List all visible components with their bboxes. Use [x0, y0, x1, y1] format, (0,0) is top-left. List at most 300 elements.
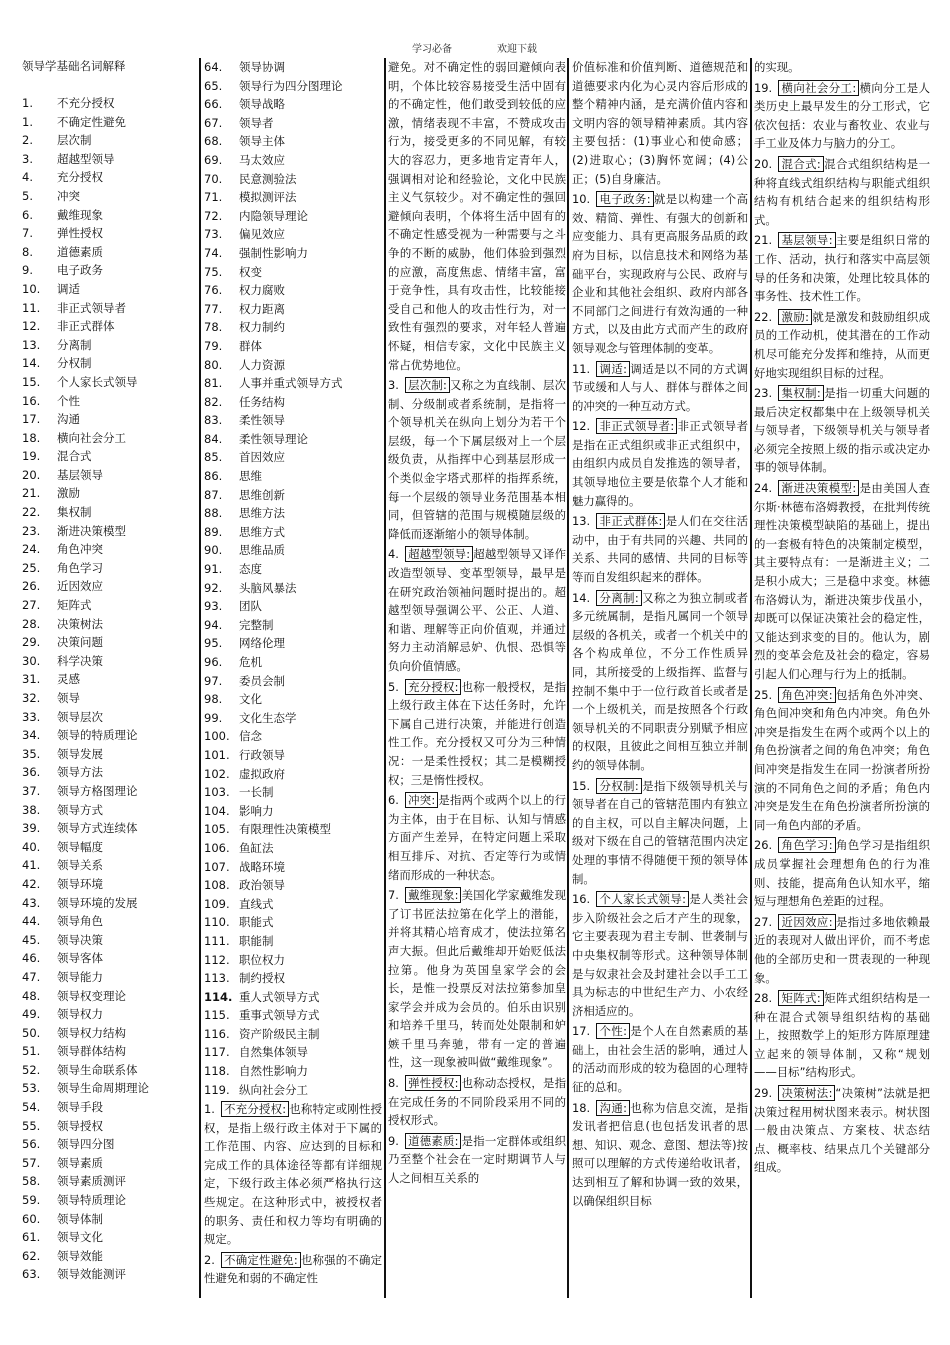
- definition-number: 28.: [754, 991, 773, 1006]
- definition-paragraph: [572, 1099, 748, 1211]
- term-label: 决策树法: [57, 616, 103, 631]
- term-label: 领导环境: [57, 876, 103, 891]
- definition-paragraph: [388, 678, 566, 790]
- term-list-item: [22, 466, 197, 485]
- term-number: 22.: [22, 505, 41, 520]
- definition-term: 近因效应:: [778, 914, 835, 930]
- term-label: 角色学习: [57, 560, 103, 575]
- definition-term: 层次制:: [405, 377, 450, 393]
- term-label: 近因效应: [57, 579, 103, 594]
- definition-text: 是指一切重大问题的最后决定权都集中在上级领导机关与领导者，下级领导机关与领导者必须完全按照上级的指示或决定办事的领导体制。: [754, 386, 930, 475]
- definition-term: 矩阵式:: [778, 990, 824, 1006]
- term-list-item: [204, 337, 384, 356]
- term-label: 制约授权: [239, 971, 285, 986]
- definition-text: 非正式领导者是指在正式组织或非正式组织中，由组织内成员自发推选的领导者，其领导地位主要是依靠个人才能和魅力赢得的。: [572, 419, 748, 508]
- term-label: 领导群体结构: [57, 1044, 126, 1059]
- term-number: 93.: [204, 599, 223, 614]
- term-list-item: [204, 188, 384, 207]
- term-number: 97.: [204, 673, 223, 688]
- term-label: 基层领导: [57, 467, 103, 482]
- term-number: 108.: [204, 878, 230, 893]
- term-number: 110.: [204, 915, 230, 930]
- term-label: 权力制约: [239, 320, 285, 335]
- term-list-item: [204, 356, 384, 375]
- definition-number: 11.: [572, 361, 591, 376]
- term-number: 59.: [22, 1193, 41, 1208]
- term-number: 55.: [22, 1118, 41, 1133]
- term-label: 领导的特质理论: [57, 728, 138, 743]
- term-number: 119.: [204, 1082, 230, 1097]
- term-number: 1.: [22, 96, 33, 110]
- term-number: 61.: [22, 1230, 41, 1245]
- term-list-item: [22, 243, 197, 262]
- term-label: 领导方法: [57, 765, 103, 780]
- definition-paragraph: [572, 58, 748, 188]
- term-number: 112.: [204, 952, 230, 967]
- term-number: 40.: [22, 839, 41, 854]
- term-list-item: [22, 131, 197, 150]
- term-number: 90.: [204, 543, 223, 558]
- term-list-item: [22, 559, 197, 578]
- term-list-item: [204, 281, 384, 300]
- term-list-item: [204, 225, 384, 244]
- term-label: 思维创新: [239, 487, 285, 502]
- term-label: 马太效应: [239, 152, 285, 167]
- term-number: 78.: [204, 320, 223, 335]
- term-list-item: [22, 1228, 197, 1247]
- term-label: 科学决策: [57, 653, 103, 668]
- term-label: 角色冲突: [57, 542, 103, 557]
- term-number: 107.: [204, 859, 230, 874]
- definition-paragraph: [754, 479, 930, 684]
- definition-number: 22.: [754, 309, 773, 324]
- term-list-item: [22, 875, 197, 894]
- definition-paragraph: [754, 384, 930, 477]
- term-list-item: [22, 838, 197, 857]
- term-label: 矩阵式: [57, 598, 92, 613]
- definition-text: 横向分工是人类历史上最早发生的分工形式，它依次包括：农业与畜牧业、农业与手工业及体力与脑力的分工。: [754, 80, 930, 151]
- term-number: 68.: [204, 134, 223, 149]
- definition-number: 2.: [204, 1252, 215, 1267]
- definition-paragraph: [572, 589, 748, 775]
- definition-text: 又称之为直线制、层次制、分级制或者系统制，是指将一个领导机关在纵向上划分为若干个层级，每一个下属层级对上一个层级负责，从指挥中心到基层形成一个类似金字塔式那样的指挥系统，每一个层级的领导业务范围基本相同，但管辖的范围与规模随层级的降低而逐渐缩小的领导体制。: [388, 378, 566, 541]
- definition-paragraph: [754, 231, 930, 305]
- term-label: 戴维现象: [57, 207, 103, 222]
- term-list-item: [22, 596, 197, 615]
- term-label: 柔性领导理论: [239, 431, 308, 446]
- term-label: 虚拟政府: [239, 766, 285, 781]
- term-list-item: [22, 745, 197, 764]
- term-label: 思维品质: [239, 543, 285, 558]
- term-number: 66.: [204, 97, 223, 112]
- term-number: 71.: [204, 190, 223, 205]
- term-list-item: [204, 374, 384, 393]
- term-label: 职位权力: [239, 952, 285, 967]
- term-label: 层次制: [57, 133, 92, 148]
- term-number: 49.: [22, 1007, 41, 1022]
- term-label: 不充分授权: [57, 96, 115, 110]
- term-number: 77.: [204, 301, 223, 316]
- term-label: 重事式领导方式: [239, 1008, 320, 1023]
- term-list-item: [204, 672, 384, 691]
- definition-number: 6.: [388, 793, 399, 808]
- term-number: 17.: [22, 412, 41, 427]
- term-list-item: [204, 300, 384, 319]
- term-number: 30.: [22, 653, 41, 668]
- term-number: 69.: [204, 152, 223, 167]
- term-number: 84.: [204, 431, 223, 446]
- term-label: 战略环境: [239, 859, 285, 874]
- term-label: 强制性影响力: [239, 245, 308, 260]
- term-list-column-1: [22, 94, 197, 1284]
- term-label: 领导决策: [57, 932, 103, 947]
- definitions-column-2: [204, 1100, 382, 1290]
- term-list-item: [204, 448, 384, 467]
- definition-text: 美国化学家戴维发现了订书匠法拉第在化学上的潜能，并将其精心培育成才，使法拉第名声大振。但此后戴维却开始贬低法拉第。他身为英国皇家学会的会长，是惟一投票反对法拉第参加皇家学会并成为会员的。伯乐由识别和培养千里马，转而处处限制和妒嫉千里马奔驰，带有一定的普遍性，这一现象被叫做“戴维现象”。: [388, 888, 566, 1070]
- term-label: 领导权变理论: [57, 988, 126, 1003]
- definition-paragraph: [388, 886, 566, 1072]
- definition-term: 非正式群体:: [596, 513, 665, 529]
- term-label: 思维方法: [239, 506, 285, 521]
- term-label: 领导角色: [57, 914, 103, 929]
- term-list-item: [204, 114, 384, 133]
- term-list-item: [22, 540, 197, 559]
- term-label: 偏见效应: [239, 227, 285, 242]
- definition-number: 8.: [388, 1076, 399, 1091]
- definition-text: 是指过多地依赖最近的表现对人做出评价，而不考虑他的全部历史和一贯表现的一种现象。: [754, 914, 930, 985]
- definition-number: 18.: [572, 1100, 591, 1115]
- term-number: 14.: [22, 356, 41, 371]
- term-list-column-2: [204, 58, 384, 1099]
- term-list-item: [204, 876, 384, 895]
- term-label: 权力距离: [239, 301, 285, 316]
- term-list-item: [204, 504, 384, 523]
- term-number: 94.: [204, 617, 223, 632]
- definition-text: 是指下级领导机关与领导者在自己的管辖范围内有独立的自主权，可以自主解决问题，上级对下级在自己的管辖范围内决定处理的事情不得随便干预的领导体制。: [572, 778, 748, 886]
- term-label: 文化: [239, 692, 262, 707]
- term-list-item: [204, 151, 384, 170]
- definition-paragraph: [204, 1251, 382, 1288]
- term-number: 29.: [22, 635, 41, 650]
- term-number: 46.: [22, 951, 41, 966]
- term-number: 101.: [204, 747, 230, 762]
- term-number: 10.: [22, 281, 41, 296]
- term-label: 领导体制: [57, 1211, 103, 1226]
- term-number: 67.: [204, 115, 223, 130]
- definition-paragraph: [388, 545, 566, 675]
- term-number: 117.: [204, 1045, 230, 1060]
- term-number: 62.: [22, 1248, 41, 1263]
- term-list-item: [22, 987, 197, 1006]
- term-label: 直线式: [239, 896, 274, 911]
- term-list-item: [204, 765, 384, 784]
- term-number: 75.: [204, 264, 223, 279]
- term-list-item: [22, 206, 197, 225]
- term-list-item: [204, 653, 384, 672]
- term-number: 115.: [204, 1008, 230, 1023]
- term-list-item: [204, 1062, 384, 1081]
- term-number: 42.: [22, 876, 41, 891]
- term-list-item: [22, 187, 197, 206]
- term-label: 权力腐败: [239, 283, 285, 298]
- term-number: 83.: [204, 413, 223, 428]
- term-label: 领导战略: [239, 97, 285, 112]
- term-label: 权变: [239, 264, 262, 279]
- term-list-item: [22, 113, 197, 132]
- term-list-item: [22, 1265, 197, 1284]
- term-list-item: [204, 579, 384, 598]
- term-number: 87.: [204, 487, 223, 502]
- term-label: 横向社会分工: [57, 430, 126, 445]
- term-list-item: [22, 429, 197, 448]
- term-list-item: [22, 968, 197, 987]
- term-number: 6.: [22, 207, 33, 222]
- definition-term: 角色学习:: [778, 837, 835, 853]
- term-label: 沟通: [57, 412, 80, 427]
- term-list-item: [22, 503, 197, 522]
- term-label: 民意测验法: [239, 171, 297, 186]
- term-list-item: [204, 727, 384, 746]
- term-list-item: [22, 484, 197, 503]
- term-number: 109.: [204, 896, 230, 911]
- term-label: 文化生态学: [239, 710, 297, 725]
- term-label: 自然集体领导: [239, 1045, 308, 1060]
- term-number: 85.: [204, 450, 223, 465]
- definition-term: 弹性授权:: [405, 1075, 462, 1091]
- term-number: 28.: [22, 616, 41, 631]
- definition-paragraph: [572, 417, 748, 510]
- term-label: 委员会制: [239, 673, 285, 688]
- term-number: 3.: [22, 151, 33, 166]
- definition-text: “决策树”法就是把决策过程用树状图来表示。树状图一般由决策点、方案枝、状态结点、概率枝、结果点几个关键部分组成。: [754, 1086, 930, 1175]
- definition-paragraph: [754, 989, 930, 1082]
- term-label: 领导素质测评: [57, 1174, 126, 1189]
- term-list-item: [204, 709, 384, 728]
- definition-term: 戴维现象:: [405, 887, 462, 903]
- term-label: 领导发展: [57, 746, 103, 761]
- term-list-item: [204, 132, 384, 151]
- term-number: 13.: [22, 337, 41, 352]
- term-list-item: [204, 170, 384, 189]
- term-label: 充分授权: [57, 170, 103, 185]
- definition-number: 10.: [572, 192, 591, 207]
- term-number: 65.: [204, 78, 223, 93]
- definition-number: 29.: [754, 1086, 773, 1101]
- term-list-item: [204, 58, 384, 77]
- definition-number: 19.: [754, 80, 773, 95]
- definitions-column-4: [572, 58, 748, 1298]
- term-label: 职能式: [239, 915, 274, 930]
- term-number: 35.: [22, 746, 41, 761]
- term-number: 106.: [204, 840, 230, 855]
- term-number: 111.: [204, 933, 230, 948]
- term-label: 渐进决策模型: [57, 523, 126, 538]
- definition-term: 电子政务:: [596, 191, 653, 207]
- definition-text: 就是激发和鼓励组织成员的工作动机，使其潜在的工作动机尽可能充分发挥和维持，从而更好地实现组织目标的过程。: [754, 309, 930, 380]
- definition-number: 21.: [754, 233, 773, 248]
- term-list-item: [204, 988, 384, 1007]
- term-number: 52.: [22, 1062, 41, 1077]
- term-list-item: [22, 670, 197, 689]
- term-number: 47.: [22, 969, 41, 984]
- term-number: 54.: [22, 1100, 41, 1115]
- term-list-item: [22, 894, 197, 913]
- definition-term: 个人家长式领导:: [596, 891, 689, 907]
- term-list-item: [22, 1024, 197, 1043]
- term-label: 冲突: [57, 188, 80, 203]
- definition-term: 决策树法:: [778, 1085, 835, 1101]
- term-label: 思维方式: [239, 524, 285, 539]
- definition-text: 主要是组织日常的工作、活动，执行和落实中高层领导的任务和决策，处理比较具体的事务性、技术性工作。: [754, 233, 930, 304]
- term-label: 一长制: [239, 785, 274, 800]
- definition-number: 26.: [754, 838, 773, 853]
- term-list-item: [204, 839, 384, 858]
- term-list-item: [204, 560, 384, 579]
- term-number: 9.: [22, 263, 33, 278]
- term-number: 26.: [22, 579, 41, 594]
- term-number: 16.: [22, 393, 41, 408]
- term-label: 自然性影响力: [239, 1064, 308, 1079]
- term-list-item: [22, 336, 197, 355]
- term-number: 2.: [22, 133, 33, 148]
- term-label: 职能制: [239, 933, 274, 948]
- term-label: 思维: [239, 469, 262, 484]
- term-number: 103.: [204, 785, 230, 800]
- definition-number: 13.: [572, 514, 591, 529]
- term-number: 60.: [22, 1211, 41, 1226]
- term-list-item: [204, 634, 384, 653]
- definition-paragraph: [754, 686, 930, 835]
- term-list-item: [22, 708, 197, 727]
- term-label: 决策问题: [57, 635, 103, 650]
- term-number: 50.: [22, 1025, 41, 1040]
- term-label: 领导层次: [57, 709, 103, 724]
- term-number: 95.: [204, 636, 223, 651]
- term-list-item: [22, 224, 197, 243]
- definition-paragraph: [754, 58, 930, 77]
- definition-text: 价值标准和价值判断、道德规范和道德要求内化为心灵内容后形成的整个精神内涵，是充满价值内容和文明内容的领导精神素质。其内容主要包括：(1)事业心和使命感；(2)进取心；(3)胸怀宽阔；(4)公正；(5)自身廉洁。: [572, 60, 748, 186]
- definition-text: 的实现。: [754, 60, 800, 74]
- term-label: 群体: [239, 338, 262, 353]
- term-label: 个性: [57, 393, 80, 408]
- definition-term: 角色冲突:: [778, 687, 835, 703]
- term-number: 7.: [22, 226, 33, 241]
- definition-text: 避免。对不确定性的弱回避倾向表明，个体比较容易接受生活中固有的不确定性，他们敢受到较低的应激，情绪表现不丰富，不赞成攻击行为，接受更多的不同见解，有较大的容忍力，更多地肯定青年人，强调相对论和经验论，文化中民族主义气氛较少。对不确定性的强回避倾向表明，个体将生活中固有的不确定性感受视为一种需要与之斗争的不断的威胁，他们体验到强烈的应激，高度焦虑、情绪丰富，富于竞争性，具有攻击性，比较能接受自己和他人的攻击性行为，对一致性有强烈的要求，对年轻人普遍怀疑，相信专家，文化中民族主义常占优势地位。: [388, 60, 566, 372]
- term-list-item: [22, 931, 197, 950]
- definition-term: 非正式领导者:: [596, 418, 677, 434]
- term-list-item: [22, 1135, 197, 1154]
- term-list-item: [204, 597, 384, 616]
- page-title: 领导学基础名词解释: [22, 59, 126, 73]
- term-label: 领导幅度: [57, 839, 103, 854]
- definition-paragraph: [388, 58, 566, 374]
- definition-paragraph: [572, 890, 748, 1020]
- term-number: 48.: [22, 988, 41, 1003]
- term-number: 11.: [22, 300, 41, 315]
- definition-term: 集权制:: [778, 385, 824, 401]
- term-number: 63.: [22, 1267, 41, 1282]
- term-label: 混合式: [57, 449, 92, 464]
- term-number: 45.: [22, 932, 41, 947]
- term-number: 34.: [22, 728, 41, 743]
- definition-paragraph: [754, 836, 930, 910]
- term-list-item: [22, 1005, 197, 1024]
- term-label: 领导环境的发展: [57, 895, 138, 910]
- term-label: 影响力: [239, 803, 274, 818]
- term-number: 100.: [204, 729, 230, 744]
- term-number: 96.: [204, 655, 223, 669]
- term-label: 不确定性避免: [57, 114, 126, 129]
- term-list-item: [22, 392, 197, 411]
- term-number: 5.: [22, 188, 33, 203]
- term-number: 64.: [204, 60, 223, 74]
- term-label: 领导关系: [57, 858, 103, 873]
- definition-text: 调适是以不同的方式调节或缓和人与人、群体与群体之间的冲突的一种互动方式。: [572, 361, 748, 413]
- term-list-item: [22, 261, 197, 280]
- term-label: 领导客体: [57, 951, 103, 966]
- definition-text: 角色学习是指组织成员掌握社会理想角色的行为准则、技能，提高角色认知水平，缩短与理想角色差距的过程。: [754, 838, 930, 909]
- term-list-item: [22, 522, 197, 541]
- term-list-item: [22, 280, 197, 299]
- term-number: 81.: [204, 376, 223, 391]
- term-number: 31.: [22, 672, 41, 687]
- term-list-item: [204, 913, 384, 932]
- term-label: 行政领导: [239, 747, 285, 762]
- term-label: 领导: [57, 691, 80, 705]
- term-number: 12.: [22, 319, 41, 334]
- term-label: 道德素质: [57, 244, 103, 259]
- term-label: 领导手段: [57, 1100, 103, 1115]
- definition-number: 7.: [388, 888, 399, 903]
- definition-number: 9.: [388, 1133, 399, 1148]
- definition-term: 横向社会分工:: [778, 80, 859, 96]
- term-list-item: [204, 77, 384, 96]
- term-number: 92.: [204, 580, 223, 595]
- term-label: 非正式群体: [57, 319, 115, 334]
- term-label: 超越型领导: [57, 151, 115, 166]
- term-label: 分权制: [57, 356, 92, 371]
- term-list-item: [22, 447, 197, 466]
- definition-term: 道德素质:: [405, 1133, 462, 1149]
- term-number: 74.: [204, 245, 223, 260]
- term-label: 非正式领导者: [57, 300, 126, 315]
- term-number: 4.: [22, 170, 33, 185]
- term-number: 37.: [22, 783, 41, 798]
- term-list-item: [22, 1079, 197, 1098]
- term-number: 91.: [204, 562, 223, 577]
- term-number: 53.: [22, 1081, 41, 1096]
- definition-text: 也称为信息交流，是指发讯者把信息(也包括发讯者的思想、知识、观念、意图、想法等)按照可以理解的方式传递给收讯者，达到相互了解和协调一致的效果，以确保组织目标: [572, 1100, 748, 1208]
- term-number: 88.: [204, 506, 223, 521]
- term-number: 113.: [204, 971, 230, 986]
- definition-text: 是个人在自然素质的基础上，由社会生活的影响，通过人的活动而形成的较为稳固的心理特征的总和。: [572, 1024, 748, 1095]
- term-number: 32.: [22, 691, 41, 705]
- term-label: 领导权力结构: [57, 1025, 126, 1040]
- term-number: 105.: [204, 822, 230, 837]
- definition-text: 也称特定或刚性授权，是指上级行政主体对于下属的工作范围、内容、应达到的目标和完成工作的具体途径等都有详细规定，下级行政主体必须严格执行这些规定。在这种形式中，被授权者的职务、责任和权力等均有明确的规定。: [204, 1102, 382, 1247]
- term-list-item: [204, 467, 384, 486]
- definition-number: 5.: [388, 679, 399, 694]
- term-list-item: [204, 690, 384, 709]
- term-label: 领导方式连续体: [57, 821, 138, 836]
- term-label: 分离制: [57, 337, 92, 352]
- term-list-item: [22, 652, 197, 671]
- definition-text: 是人们在交往活动中，由于有共同的兴趣、共同的关系、共同的感情、共同的目标等等而自发组织起来的群体。: [572, 514, 748, 585]
- definition-paragraph: [388, 791, 566, 884]
- term-list-item: [22, 1191, 197, 1210]
- definition-text: 又称之为独立制或者多元统属制，是指凡属同一个领导层级的各机关，或者一个机关中的各个构成单位，不分工作性质异同，其所接受的上级指挥、监督与控制不集中于一位行政首长或者是一个上级机关，而是按照各个行政领导机关的不同职责分别赋予相应的权限，且彼此之间相互独立并制约的领导体制。: [572, 590, 748, 772]
- term-label: 团队: [239, 599, 262, 614]
